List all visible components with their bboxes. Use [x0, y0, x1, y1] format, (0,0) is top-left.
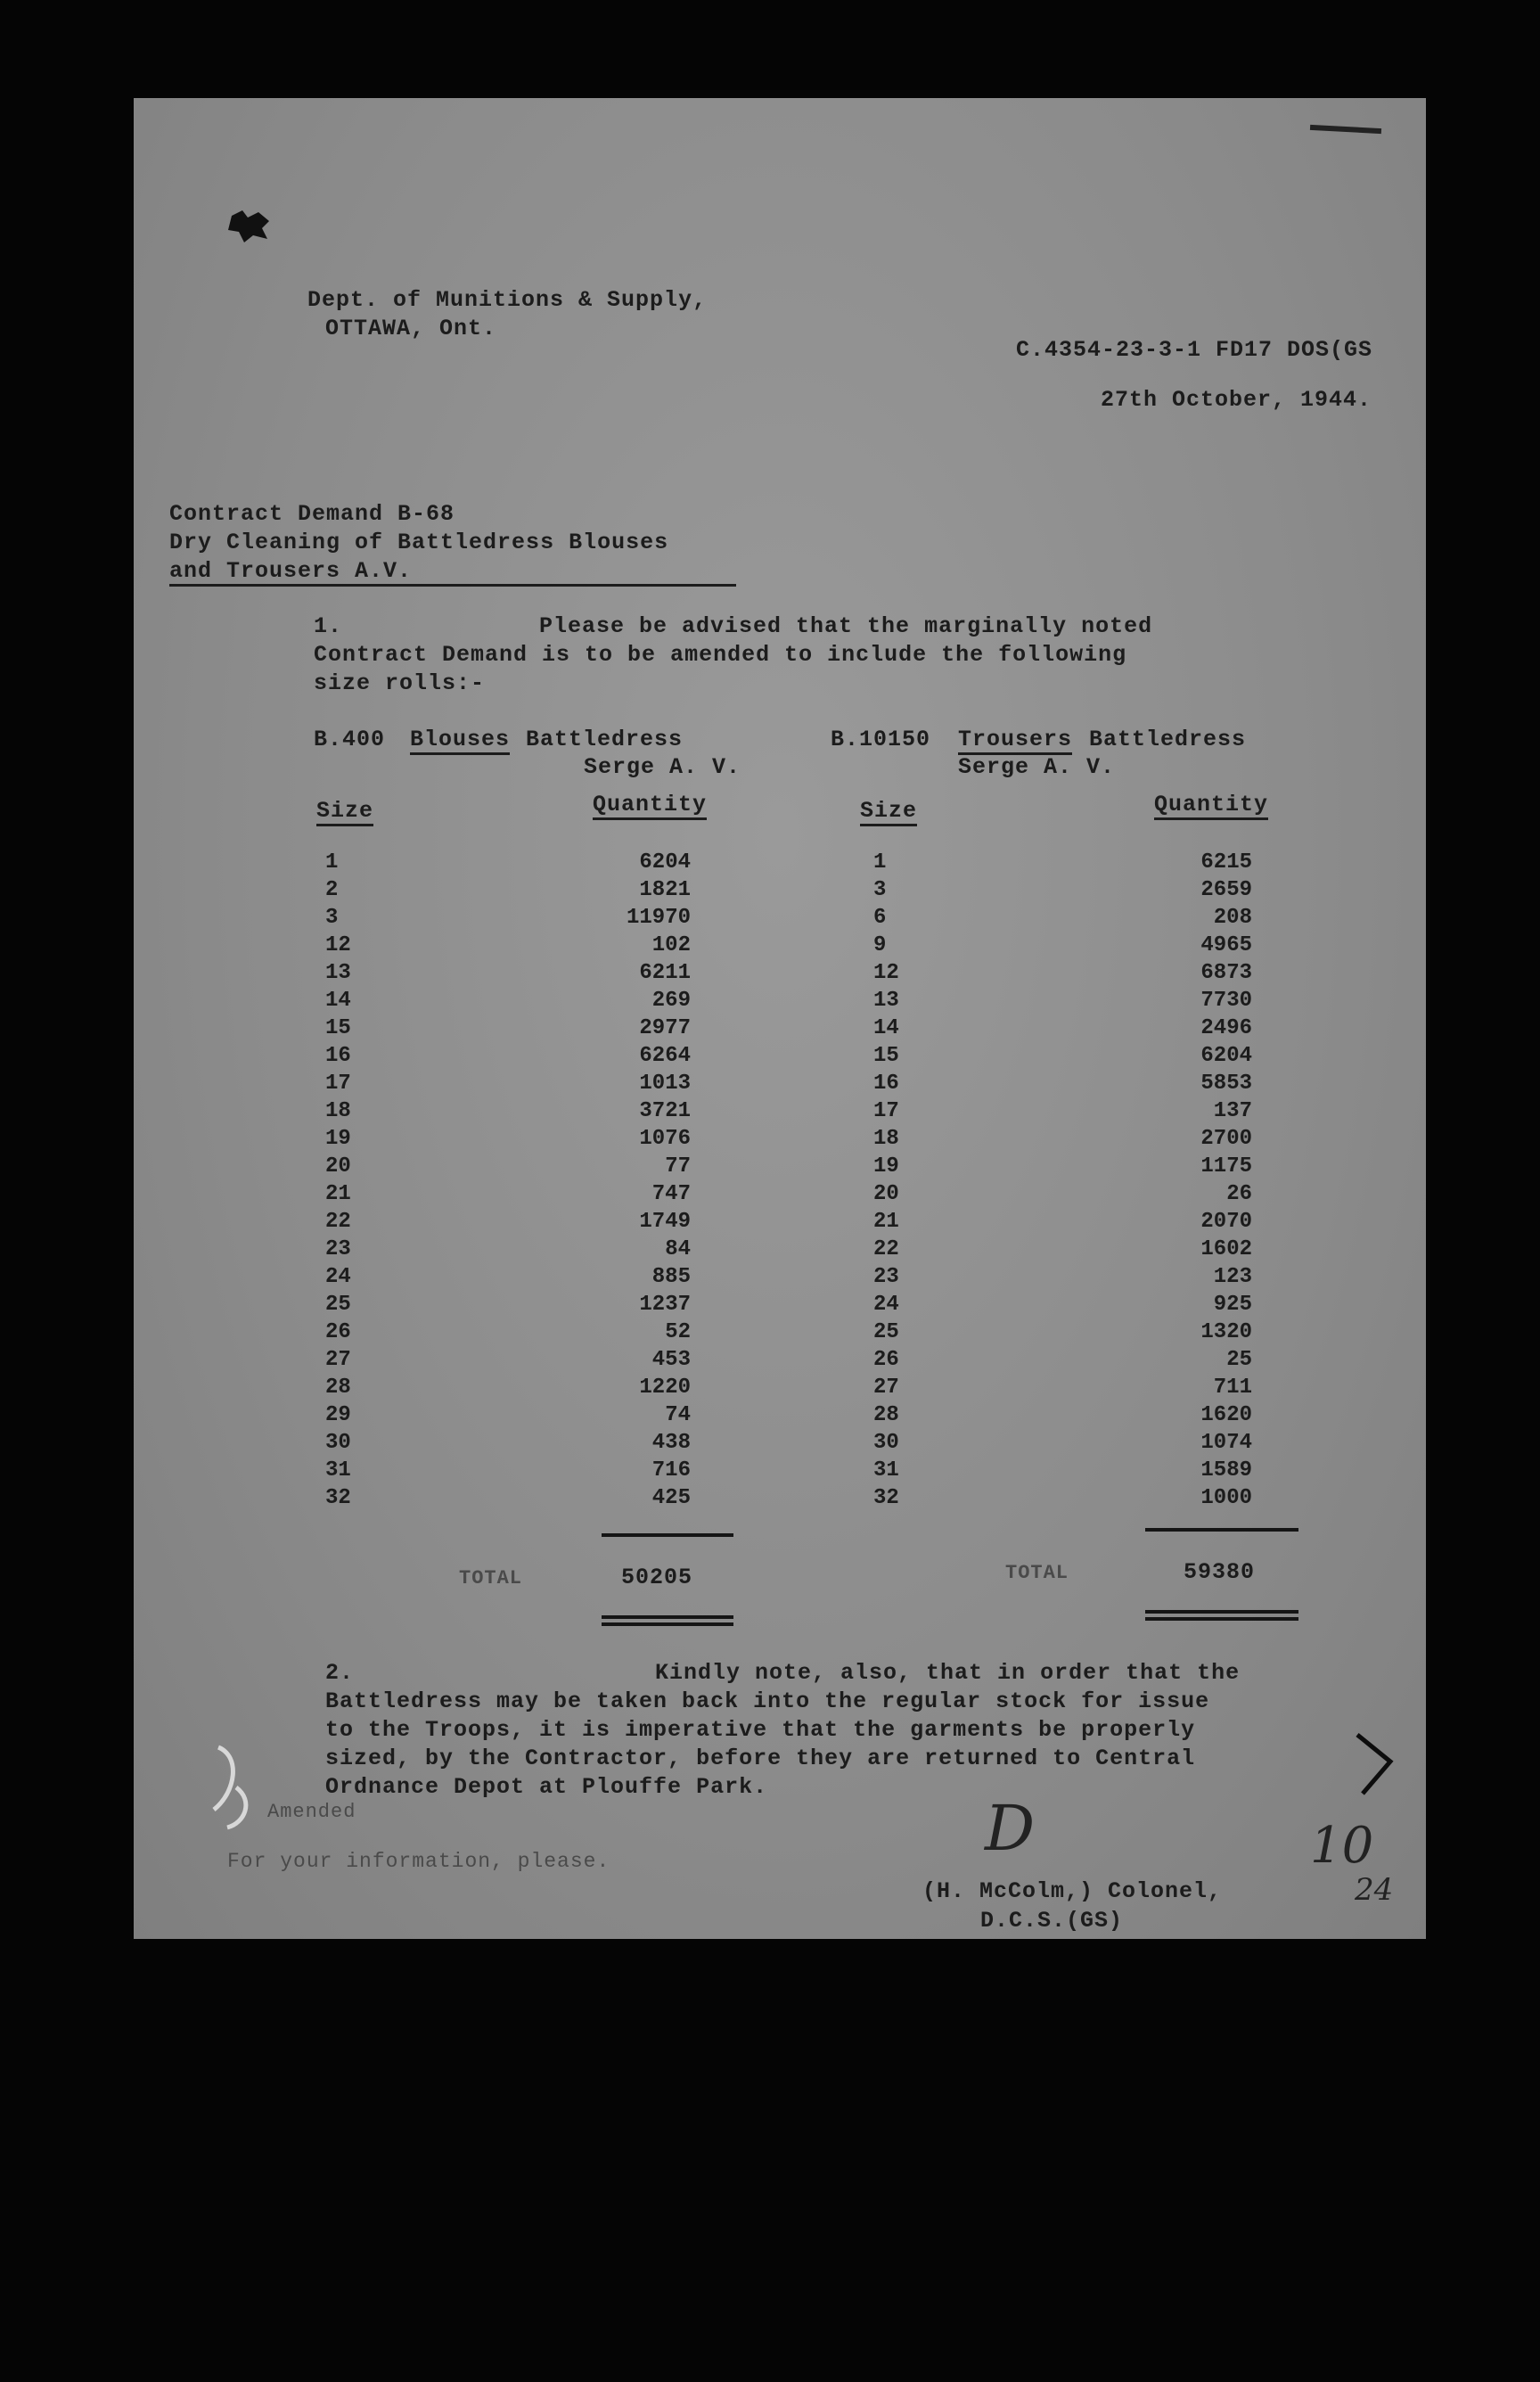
blouses-size-cell: 30 — [325, 1431, 351, 1455]
blouses-size-column — [325, 849, 468, 1512]
trousers-quantity-cell: 1589 — [1200, 1458, 1252, 1483]
blouses-quantity-cell: 1076 — [639, 1127, 691, 1151]
trousers-size-cell: 6 — [873, 906, 887, 930]
blouses-quantity-cell: 1749 — [639, 1210, 691, 1234]
para2-number: 2. — [325, 1660, 355, 1686]
blouses-size-cell: 13 — [325, 961, 351, 985]
blouses-size-cell: 15 — [325, 1016, 351, 1040]
blouses-size-cell: 27 — [325, 1348, 351, 1372]
blouses-desc-1: Battledress — [526, 727, 684, 752]
trousers-size-cell: 23 — [873, 1265, 899, 1289]
ink-blot-icon — [223, 205, 276, 245]
trousers-quantity-cell: 2700 — [1200, 1127, 1252, 1151]
blouses-size-cell: 17 — [325, 1072, 351, 1096]
blouses-size-cell: 25 — [325, 1293, 351, 1317]
blouses-quantity-cell: 716 — [651, 1458, 691, 1483]
blouses-size-cell: 12 — [325, 933, 351, 957]
blouses-size-cell: 19 — [325, 1127, 351, 1151]
para2-line-2: Battledress may be taken back into the regular stock for issue — [325, 1688, 1210, 1714]
trousers-total-rule-top — [1145, 1528, 1298, 1532]
blouses-total-rule-top — [602, 1533, 733, 1537]
blouses-quantity-cell: 269 — [651, 989, 691, 1013]
addressee-line-2: OTTAWA, Ont. — [325, 316, 497, 341]
trousers-size-cell: 12 — [873, 961, 899, 985]
trousers-quantity-header: Quantity — [1154, 792, 1268, 820]
trousers-size-cell: 9 — [873, 933, 887, 957]
trousers-size-cell: 21 — [873, 1210, 899, 1234]
signature-title: D.C.S.(GS) — [980, 1908, 1124, 1934]
para2-line-4: sized, by the Contractor, before they are returned to Central — [325, 1745, 1196, 1771]
blouses-size-cell: 20 — [325, 1154, 351, 1179]
blouses-quantity-cell: 6211 — [639, 961, 691, 985]
subject-line-2: Dry Cleaning of Battledress Blouses — [169, 530, 669, 555]
blouses-quantity-cell: 438 — [651, 1431, 691, 1455]
blouses-quantity-cell: 6264 — [639, 1044, 691, 1068]
blouses-quantity-header: Quantity — [593, 792, 707, 820]
trousers-size-cell: 25 — [873, 1320, 899, 1344]
trousers-quantity-cell: 2659 — [1200, 878, 1252, 902]
blouses-size-cell: 18 — [325, 1099, 351, 1123]
blouses-total-value: 50205 — [621, 1565, 693, 1590]
para1-line-1: Please be advised that the marginally noted — [539, 613, 1153, 639]
trousers-quantity-cell: 1320 — [1200, 1320, 1252, 1344]
trousers-size-cell: 13 — [873, 989, 899, 1013]
trousers-size-header: Size — [860, 798, 917, 826]
trousers-quantity-cell: 7730 — [1200, 989, 1252, 1013]
handwritten-bracket-left-icon — [201, 1738, 281, 1836]
blouses-size-cell: 22 — [325, 1210, 351, 1234]
blouses-quantity-cell: 1220 — [639, 1376, 691, 1400]
trousers-quantity-cell: 4965 — [1200, 933, 1252, 957]
trousers-code: B.10150 — [831, 727, 931, 752]
page-mark-24: 24 — [1355, 1872, 1394, 1908]
trousers-quantity-cell: 6873 — [1200, 961, 1252, 985]
blouses-size-cell: 14 — [325, 989, 351, 1013]
trousers-quantity-cell: 1175 — [1200, 1154, 1252, 1179]
trousers-size-cell: 15 — [873, 1044, 899, 1068]
blouses-quantity-cell: 1013 — [639, 1072, 691, 1096]
blouses-size-cell: 32 — [325, 1486, 351, 1510]
trousers-size-cell: 1 — [873, 850, 887, 875]
blouses-size-cell: 21 — [325, 1182, 351, 1206]
blouses-quantity-cell: 102 — [651, 933, 691, 957]
trousers-desc-2: Serge A. V. — [958, 754, 1116, 780]
blouses-size-cell: 16 — [325, 1044, 351, 1068]
trousers-size-cell: 17 — [873, 1099, 899, 1123]
trousers-quantity-cell: 5853 — [1200, 1072, 1252, 1096]
blouses-size-cell: 2 — [325, 878, 339, 902]
trousers-size-cell: 14 — [873, 1016, 899, 1040]
blouses-quantity-cell: 52 — [665, 1320, 691, 1344]
addressee-line-1: Dept. of Munitions & Supply, — [307, 287, 708, 313]
para1-line-3: size rolls:- — [314, 670, 486, 696]
para2-line-1: Kindly note, also, that in order that the — [655, 1660, 1241, 1686]
blouses-size-cell: 23 — [325, 1237, 351, 1261]
blouses-quantity-cell: 6204 — [639, 850, 691, 875]
trousers-size-cell: 27 — [873, 1376, 899, 1400]
subject-line-1: Contract Demand B-68 — [169, 501, 455, 527]
trousers-quantity-cell: 1602 — [1200, 1237, 1252, 1261]
page-mark-10: 10 — [1310, 1817, 1374, 1875]
trousers-quantity-cell: 2496 — [1200, 1016, 1252, 1040]
blouses-quantity-cell: 1237 — [639, 1293, 691, 1317]
blouses-quantity-cell: 2977 — [639, 1016, 691, 1040]
handwritten-bracket-right-icon — [1350, 1729, 1404, 1801]
trousers-quantity-cell: 6215 — [1200, 850, 1252, 875]
trousers-quantity-cell: 2070 — [1200, 1210, 1252, 1234]
trousers-quantity-column — [1110, 849, 1252, 1512]
trousers-total-rule-bottom-2 — [1145, 1617, 1298, 1621]
blouses-quantity-cell: 747 — [651, 1182, 691, 1206]
para1-number: 1. — [314, 613, 343, 639]
blouses-total-rule-bottom-1 — [602, 1615, 733, 1619]
blouses-size-cell: 24 — [325, 1265, 351, 1289]
trousers-size-cell: 28 — [873, 1403, 899, 1427]
trousers-quantity-cell: 26 — [1226, 1182, 1252, 1206]
trousers-quantity-cell: 1620 — [1200, 1403, 1252, 1427]
trousers-quantity-cell: 25 — [1226, 1348, 1252, 1372]
file-reference: C.4354-23-3-1 FD17 DOS(GS — [1016, 337, 1373, 363]
handwritten-initial: D — [985, 1792, 1036, 1865]
blouses-item: Blouses — [410, 727, 510, 755]
blouses-size-cell: 28 — [325, 1376, 351, 1400]
trousers-quantity-cell: 925 — [1213, 1293, 1252, 1317]
blouses-code: B.400 — [314, 727, 386, 752]
para1-line-2: Contract Demand is to be amended to include the following — [314, 642, 1127, 668]
blouses-quantity-column — [548, 849, 691, 1512]
trousers-quantity-cell: 137 — [1213, 1099, 1252, 1123]
trousers-size-cell: 26 — [873, 1348, 899, 1372]
trousers-quantity-cell: 711 — [1213, 1376, 1252, 1400]
signature-name: (H. McColm,) Colonel, — [922, 1878, 1223, 1904]
trousers-size-cell: 16 — [873, 1072, 899, 1096]
blouses-size-cell: 31 — [325, 1458, 351, 1483]
trousers-quantity-cell: 1000 — [1200, 1486, 1252, 1510]
trousers-size-cell: 18 — [873, 1127, 899, 1151]
blouses-quantity-cell: 1821 — [639, 878, 691, 902]
blouses-quantity-cell: 885 — [651, 1265, 691, 1289]
blouses-quantity-cell: 11970 — [626, 906, 691, 930]
trousers-total-label: TOTAL — [1005, 1562, 1069, 1584]
blouses-size-cell: 26 — [325, 1320, 351, 1344]
trousers-size-column — [873, 849, 1016, 1512]
blouses-quantity-cell: 453 — [651, 1348, 691, 1372]
trousers-desc-1: Battledress — [1089, 727, 1247, 752]
blouses-size-cell: 3 — [325, 906, 339, 930]
trousers-total-rule-bottom-1 — [1145, 1610, 1298, 1614]
blouses-desc-2: Serge A. V. — [584, 754, 741, 780]
para2-line-3: to the Troops, it is imperative that the garments be properly — [325, 1717, 1196, 1743]
trousers-total-value: 59380 — [1184, 1559, 1256, 1585]
trousers-size-cell: 24 — [873, 1293, 899, 1317]
blouses-total-label: TOTAL — [459, 1567, 523, 1589]
blouses-quantity-cell: 84 — [665, 1237, 691, 1261]
trousers-size-cell: 3 — [873, 878, 887, 902]
trousers-size-cell: 20 — [873, 1182, 899, 1206]
blouses-quantity-cell: 425 — [651, 1486, 691, 1510]
blouses-quantity-cell: 77 — [665, 1154, 691, 1179]
info-line: For your information, please. — [227, 1850, 610, 1873]
blouses-size-cell: 1 — [325, 850, 339, 875]
para2-line-5: Ordnance Depot at Plouffe Park. — [325, 1774, 768, 1800]
blouses-size-header: Size — [316, 798, 373, 826]
blouses-quantity-cell: 74 — [665, 1403, 691, 1427]
blouses-quantity-cell: 3721 — [639, 1099, 691, 1123]
trousers-size-cell: 30 — [873, 1431, 899, 1455]
trousers-item: Trousers — [958, 727, 1072, 755]
blouses-total-rule-bottom-2 — [602, 1622, 733, 1626]
letter-date: 27th October, 1944. — [1101, 387, 1372, 413]
trousers-size-cell: 19 — [873, 1154, 899, 1179]
trousers-size-cell: 32 — [873, 1486, 899, 1510]
trousers-size-cell: 31 — [873, 1458, 899, 1483]
blouses-size-cell: 29 — [325, 1403, 351, 1427]
trousers-quantity-cell: 6204 — [1200, 1044, 1252, 1068]
trousers-quantity-cell: 208 — [1213, 906, 1252, 930]
annotation-amended: Amended — [267, 1801, 356, 1823]
trousers-quantity-cell: 1074 — [1200, 1431, 1252, 1455]
subject-line-3: and Trousers A.V. — [169, 558, 736, 587]
trousers-quantity-cell: 123 — [1213, 1265, 1252, 1289]
trousers-size-cell: 22 — [873, 1237, 899, 1261]
